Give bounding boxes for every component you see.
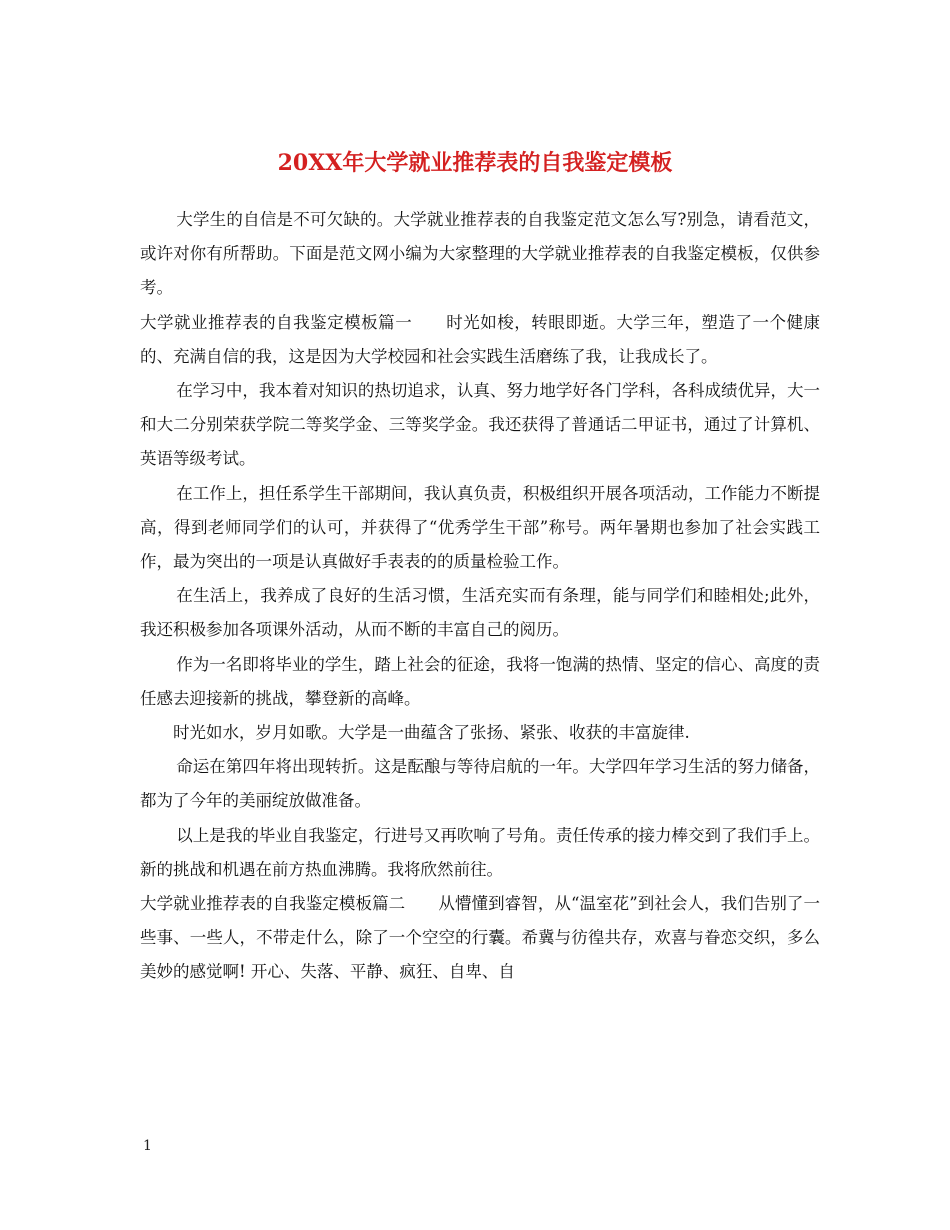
paragraph-summary: 以上是我的毕业自我鉴定，行进号又再吹响了号角。责任传承的接力棒交到了我们手上。新的挑战和机遇在前方热血沸腾。我将欣然前往。 [140,825,820,879]
page-number: 1 [143,1138,152,1154]
document-title: 20XX年大学就业推荐表的自我鉴定模板 [277,149,673,176]
paragraph-life: 在生活上，我养成了良好的生活习惯，生活充实而有条理，能与同学们和睦相处;此外，我还积极参加各项课外活动，从而不断的丰富自己的阅历。 [140,586,820,640]
paragraph-graduate: 作为一名即将毕业的学生，踏上社会的征途，我将一饱满的热情、坚定的信心、高度的责任感去迎接新的挑战，攀登新的高峰。 [140,654,820,708]
paragraph-template-1-start: 大学就业推荐表的自我鉴定模板篇一 时光如梭，转眼即逝。大学三年，塑造了一个健康的、充满自信的我，这是因为大学校园和社会实践生活磨练了我，让我成长了。 [140,312,820,366]
document-body [140,203,820,990]
paragraph-template-2-start: 大学就业推荐表的自我鉴定模板篇二 从懵懂到睿智，从“温室花”到社会人，我们告别了一些事、一些人，不带走什么，除了一个空空的行囊。希冀与彷徨共存，欢喜与眷恋交织，多么美妙的感觉啊! 开心、失落、平静、疯狂、自卑、自 [140,894,820,982]
paragraph-time: 时光如水，岁月如歌。大学是一曲蕴含了张扬、紧张、收获的丰富旋律. [173,723,690,743]
paragraph-fate: 命运在第四年将出现转折。这是酝酿与等待启航的一年。大学四年学习生活的努力储备，都为了今年的美丽绽放做准备。 [140,757,820,811]
paragraph-work: 在工作上，担任系学生干部期间，我认真负责，积极组织开展各项活动，工作能力不断提高，得到老师同学们的认可，并获得了“优秀学生干部”称号。两年暑期也参加了社会实践工作，最为突出的一项是认真做好手表表的的质量检验工作。 [140,483,820,572]
paragraph-study: 在学习中，我本着对知识的热切追求，认真、努力地学好各门学科，各科成绩优异，大一和大二分别荣获学院二等奖学金、三等奖学金。我还获得了普通话二甲证书，通过了计算机、英语等级考试。 [140,381,820,469]
paragraph-intro: 大学生的自信是不可欠缺的。大学就业推荐表的自我鉴定范文怎么写?别急，请看范文，或许对你有所帮助。下面是范文网小编为大家整理的大学就业推荐表的自我鉴定模板，仅供参考。 [140,210,820,298]
